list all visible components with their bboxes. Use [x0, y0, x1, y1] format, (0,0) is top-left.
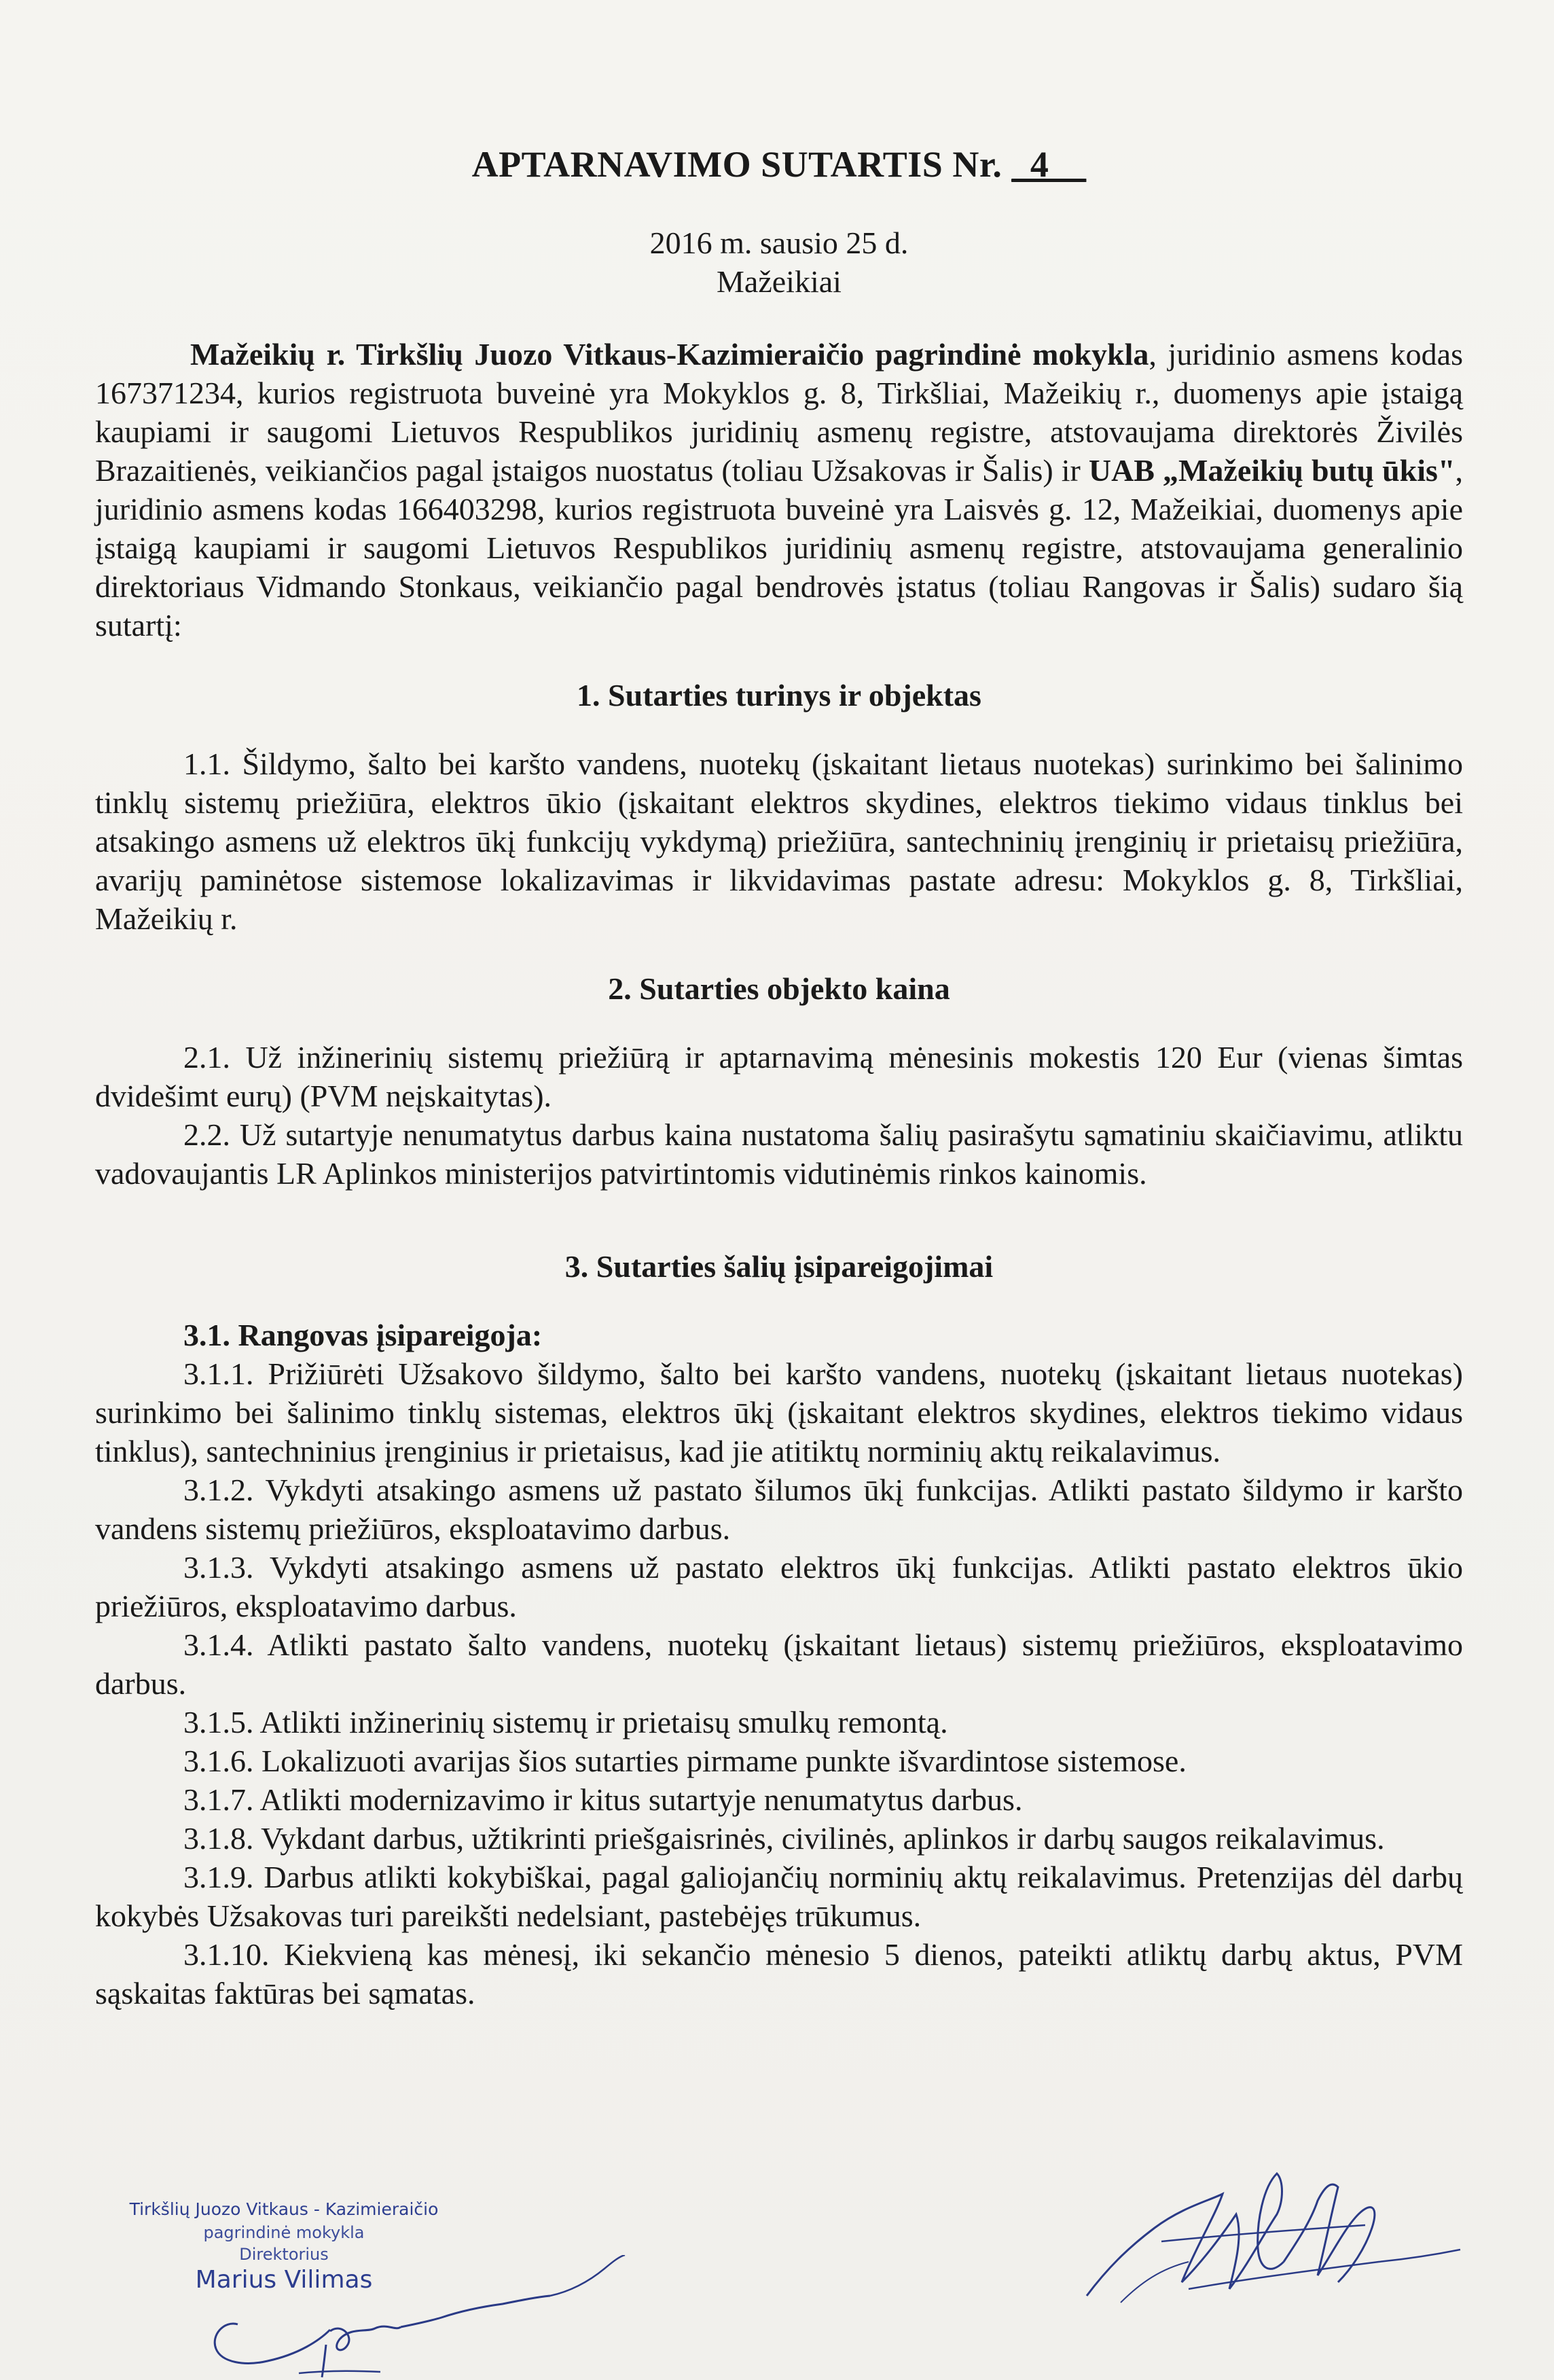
document-title — [95, 145, 1463, 184]
clause-3-1-5: 3.1.5. Atlikti inžinerinių sistemų ir prietaisų smulkų remontą. — [183, 1705, 948, 1739]
section2-heading: 2. Sutarties objekto kaina — [608, 971, 950, 1006]
document-place: Mažeikiai — [717, 264, 842, 299]
stamp-school-type: pagrindinė mokykla — [203, 2223, 365, 2242]
clause-3-1-7: 3.1.7. Atlikti modernizavimo ir kitus sutartyje nenumatytus darbus. — [183, 1782, 1023, 1817]
clause-3-1-8: 3.1.8. Vykdant darbus, užtikrinti priešgaisrinės, civilinės, aplinkos ir darbų saugos reikalavimus. — [183, 1821, 1385, 1856]
right-signature-icon — [1080, 2160, 1474, 2316]
clause-2-1: 2.1. Už inžinerinių sistemų priežiūrą ir aptarnavimą mėnesinis mokestis 120 Eur (vienas šimtas dvidešimt eurų) (PVM neįskaitytas). — [95, 1040, 1463, 1113]
clause-1-1: 1.1. Šildymo, šalto bei karšto vandens, nuotekų (įskaitant lietaus nuotekas) surinkimo bei šalinimo tinklų sistemų priežiūra, elektros ūkio (įskaitant elektros skydines, elektros tiekimo vidaus tinklus bei atsakingo asmens už elektros ūkį funkcijų vykdymą) priežiūra, santechninių įrenginių ir prietaisų priežiūra, avarijų paminėtose sistemose lokalizavimas ir likvidavimas pastate adresu: Mokyklos g. 8, Tirkšliai, Mažeikių r. — [95, 746, 1463, 936]
section3-subheading: 3.1. Rangovas įsipareigoja: — [183, 1318, 543, 1352]
title-prefix: APTARNAVIMO SUTARTIS Nr. — [471, 144, 1012, 185]
clause-3-1-3: 3.1.3. Vykdyti atsakingo asmens už pastato elektros ūkį funkcijas. Atlikti pastato elektros ūkio priežiūros, eksploatavimo darbus. — [95, 1550, 1463, 1623]
section1-heading: 1. Sutarties turinys ir objektas — [577, 678, 981, 713]
left-signature-icon — [197, 2255, 659, 2380]
stamp-position: Direktorius — [239, 2245, 329, 2264]
document-body — [95, 136, 1463, 2013]
clause-3-1-6: 3.1.6. Lokalizuoti avarijas šios sutarties pirmame punkte išvardintose sistemose. — [183, 1744, 1187, 1778]
document-date: 2016 m. sausio 25 d. — [649, 226, 909, 260]
clause-3-1-4: 3.1.4. Atlikti pastato šalto vandens, nuotekų (įskaitant lietaus) sistemų priežiūros, eksploatavimo darbus. — [95, 1627, 1463, 1701]
preamble-text2: , juridinio asmens kodas 166403298, kurios registruota buveinė yra Laisvės g. 12, Mažeikiai, duomenys apie įstaigą kaupiami ir saugomi Lietuvos Respublikos juridinių asmenų registre, atstovaujama generalinio direktoriaus Vidmando Stonkaus, veikiančio pagal bendrovės įstatus (toliau Rangovas ir Šalis) sudaro šią sutartį: — [95, 453, 1463, 643]
party1-name: Mažeikių r. Tirkšlių Juozo Vitkaus-Kazimieraičio pagrindinė mokykla — [190, 337, 1149, 372]
preamble-paragraph — [95, 335, 1463, 645]
stamp-director-name: Marius Vilimas — [195, 2266, 373, 2294]
clause-3-1-2: 3.1.2. Vykdyti atsakingo asmens už pastato šilumos ūkį funkcijas. Atlikti pastato šildymo ir karšto vandens sistemų priežiūros, eksploatavimo darbus. — [95, 1473, 1463, 1546]
section3-heading: 3. Sutarties šalių įsipareigojimai — [564, 1249, 994, 1284]
stamp-school-name: Tirkšlių Juozo Vitkaus - Kazimieraičio — [129, 2199, 439, 2219]
preamble-text1: , juridinio asmens kodas 167371234, kurios registruota buveinė yra Mokyklos g. 8, Tirkšliai, Mažeikių r., duomenys apie įstaigą kaupiami ir saugomi Lietuvos Respublikos juridinių asmenų registre, atstovaujama direktorės Živilės Brazaitienės, veikiančios pagal įstaigos nuostatus (toliau Užsakovas ir Šalis) ir — [95, 337, 1463, 488]
clause-2-2: 2.2. Už sutartyje nenumatytus darbus kaina nustatoma šalių pasirašytu sąmatiniu skaičiavimu, atliktu vadovaujantis LR Aplinkos ministerijos patvirtintomis vidutinėmis rinkos kainomis. — [95, 1117, 1463, 1191]
clause-3-1-9: 3.1.9. Darbus atlikti kokybiškai, pagal galiojančių norminių aktų reikalavimus. Pretenzijas dėl darbų kokybės Užsakovas turi pareikšti nedelsiant, pastebėjęs trūkumus. — [95, 1860, 1463, 1933]
party2-name: UAB „Mažeikių butų ūkis" — [1088, 453, 1456, 488]
contract-number: _4__ — [1011, 144, 1087, 185]
clause-3-1-10: 3.1.10. Kiekvieną kas mėnesį, iki sekančio mėnesio 5 dienos, pateikti atliktų darbų aktus, PVM sąskaitas faktūras bei sąmatas. — [95, 1937, 1463, 2011]
clause-3-1-1: 3.1.1. Prižiūrėti Užsakovo šildymo, šalto bei karšto vandens, nuotekų (įskaitant lietaus nuotekas) surinkimo bei šalinimo tinklų sistemas, elektros ūkį (įskaitant elektros skydines, elektros tiekimo vidaus tinklus), santechninius įrenginius ir prietaisus, kad jie atitiktų norminių aktų reikalavimus. — [95, 1356, 1463, 1468]
